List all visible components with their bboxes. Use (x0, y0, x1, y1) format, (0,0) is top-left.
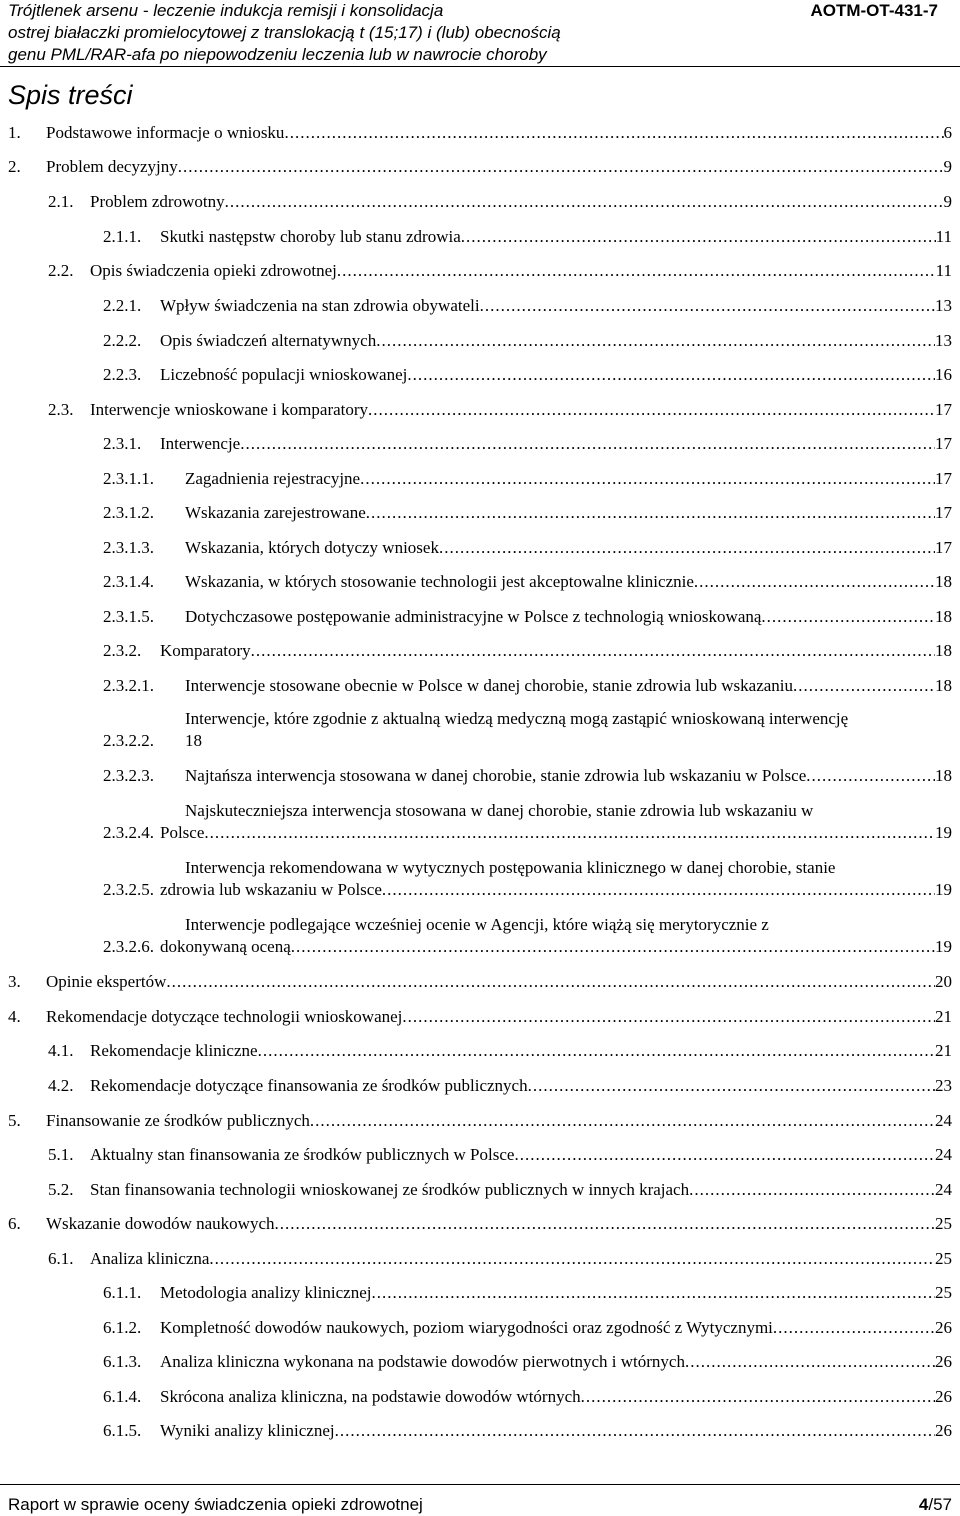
toc-dot-leader (360, 468, 935, 490)
page-number (919, 1494, 952, 1516)
toc-entry-number: 6.1.1. (103, 1283, 142, 1302)
title-line-1: Trójtlenek arsenu - leczenie indukcja remisji i konsolidacja (8, 1, 444, 20)
document-code: AOTM-OT-431-7 (810, 1, 938, 20)
toc-entry-page: 17 (935, 503, 952, 522)
toc-entry[interactable] (103, 1317, 952, 1339)
toc-entry-page: 21 (935, 1007, 952, 1026)
toc-dot-leader (761, 606, 935, 628)
toc-entry[interactable] (48, 1075, 952, 1097)
toc-entry-page: 11 (935, 261, 952, 280)
toc-entry-number: 2.2. (48, 261, 74, 280)
toc-dot-leader (685, 1351, 935, 1373)
toc-entry-page: 17 (935, 469, 952, 488)
toc-entry-page: 18 (935, 676, 952, 695)
toc-entry-page: 18 (935, 766, 952, 785)
page-total: /57 (928, 1495, 952, 1514)
toc-entry-page: 18 (935, 572, 952, 591)
toc-entry[interactable] (103, 1351, 952, 1373)
toc-entry-number: 6. (8, 1214, 21, 1233)
toc-entry-title: Wskazania, w których stosowanie technologii jest akceptowalne klinicznie (185, 572, 694, 591)
toc-entry-title: Analiza kliniczna (90, 1249, 210, 1268)
toc-entry[interactable] (48, 399, 952, 421)
toc-dot-leader (773, 1317, 935, 1339)
toc-entry-number: 3. (8, 972, 21, 991)
toc-entry-number: 2.3.2.6. (103, 937, 154, 956)
toc-entry-title: Opis świadczenia opieki zdrowotnej (90, 261, 337, 280)
toc-entry[interactable] (48, 1248, 952, 1270)
toc-dot-leader (209, 1248, 935, 1270)
toc-entry-page: 20 (935, 972, 952, 991)
page-current: 4 (918, 1495, 929, 1514)
toc-entry-page: 24 (935, 1145, 952, 1164)
toc-entry-page: 25 (935, 1214, 952, 1233)
toc-dot-leader (407, 364, 935, 386)
toc-entry[interactable] (103, 330, 952, 352)
toc-entry[interactable] (103, 295, 952, 317)
toc-entry-number: 2.3.1.4. (103, 572, 154, 591)
toc-entry-page: 26 (935, 1352, 952, 1371)
toc-dot-leader (514, 1144, 935, 1166)
toc-entry[interactable] (48, 1040, 952, 1062)
toc-entry-title: Aktualny stan finansowania ze środków publicznych w Polsce (90, 1145, 515, 1164)
toc-dot-leader (793, 675, 935, 697)
toc-entry-title: Wskazania zarejestrowane (185, 503, 366, 522)
toc-entry[interactable] (103, 857, 952, 901)
toc-entry-number: 4. (8, 1007, 21, 1026)
toc-entry-number: 5.1. (48, 1145, 74, 1164)
toc-entry-title: Skutki następstw choroby lub stanu zdrowia (160, 227, 461, 246)
toc-entry-page: 19 (935, 937, 952, 956)
toc-dot-leader (461, 226, 936, 248)
toc-entry[interactable] (103, 226, 952, 248)
title-line-2: ostrej białaczki promielocytowej z translokacją t (15;17) i (lub) obecnością (8, 23, 561, 42)
toc-entry-number: 2.3.1. (103, 434, 142, 453)
toc-entry[interactable] (8, 1213, 952, 1235)
toc-entry-number: 2.3.1.1. (103, 469, 154, 488)
toc-dot-leader (439, 537, 935, 559)
toc-entry-number: 2.3. (48, 400, 74, 419)
toc-dot-leader (258, 1040, 935, 1062)
toc-entry-title: Zagadnienia rejestracyjne (185, 469, 361, 488)
toc-entry-title: Interwencje (160, 434, 241, 453)
toc-entry-title: Interwencja rekomendowana w wytycznych postępowania klinicznego w danej chorobie, stanie (185, 858, 836, 877)
toc-entry-number: 2.3.2.2. (103, 731, 154, 750)
toc-entry[interactable] (103, 364, 952, 386)
toc-entry-number: 2.2.1. (103, 296, 142, 315)
toc-entry-page: 23 (935, 1076, 952, 1095)
toc-entry-number: 2.1.1. (103, 227, 142, 246)
toc-dot-leader (806, 765, 935, 787)
toc-entry[interactable] (103, 571, 952, 593)
toc-entry-page: 26 (935, 1387, 952, 1406)
toc-dot-leader (372, 1282, 936, 1304)
toc-entry-page: 13 (935, 296, 952, 315)
toc-entry[interactable] (8, 1006, 952, 1028)
toc-entry-page: 18 (935, 641, 952, 660)
toc-dot-leader (225, 191, 944, 213)
toc-entry-number: 2. (8, 157, 21, 176)
toc-dot-leader (204, 822, 935, 844)
toc-entry[interactable] (103, 1420, 952, 1442)
toc-entry-title: Problem decyzyjny (46, 157, 178, 176)
toc-entry-number: 5. (8, 1111, 21, 1130)
toc-entry-page: 18 (185, 731, 202, 750)
toc-dot-leader (689, 1179, 935, 1201)
toc-dot-leader (694, 571, 935, 593)
toc-entry-number: 6.1. (48, 1249, 74, 1268)
toc-entry-page: 17 (935, 400, 952, 419)
toc-entry-number: 2.1. (48, 192, 74, 211)
toc-entry-page: 24 (935, 1180, 952, 1199)
toc-entry[interactable] (103, 708, 952, 752)
toc-entry-title: Komparatory (160, 641, 251, 660)
toc-entry-title: Wskazania, których dotyczy wniosek (185, 538, 439, 557)
toc-entry-number: 4.2. (48, 1076, 74, 1095)
toc-dot-leader (240, 433, 935, 455)
toc-dot-leader (402, 1006, 935, 1028)
toc-dot-leader (581, 1386, 935, 1408)
toc-entry-page: 9 (943, 157, 952, 176)
toc-entry-title: Kompletność dowodów naukowych, poziom wiarygodności oraz zgodność z Wytycznymi (160, 1318, 773, 1337)
toc-entry-title: Rekomendacje dotyczące finansowania ze środków publicznych (90, 1076, 528, 1095)
toc-dot-leader (291, 936, 935, 958)
toc-entry-number: 2.2.3. (103, 365, 142, 384)
toc-entry-page: 25 (935, 1283, 952, 1302)
toc-entry[interactable] (103, 606, 952, 628)
toc-entry-title: Stan finansowania technologii wnioskowanej ze środków publicznych w innych krajach (90, 1180, 690, 1199)
toc-entry[interactable] (8, 122, 952, 144)
toc-entry-number: 2.3.1.2. (103, 503, 154, 522)
toc-entry-number: 2.3.2.1. (103, 676, 154, 695)
toc-entry-title: dokonywaną oceną (160, 937, 291, 956)
toc-entry[interactable] (8, 971, 952, 993)
toc-entry-number: 4.1. (48, 1041, 74, 1060)
toc-entry-page: 17 (935, 538, 952, 557)
toc-entry-page: 13 (935, 331, 952, 350)
toc-entry-title: Wskazanie dowodów naukowych (46, 1214, 275, 1233)
footer-divider (0, 1484, 960, 1485)
toc-dot-leader (284, 122, 943, 144)
toc-entry-number: 2.3.2. (103, 641, 142, 660)
toc-entry-number: 6.1.4. (103, 1387, 142, 1406)
toc-entry-page: 26 (935, 1318, 952, 1337)
toc-entry-page: 21 (935, 1041, 952, 1060)
toc-entry[interactable] (103, 433, 952, 455)
toc-entry-page: 9 (943, 192, 952, 211)
toc-entry-title: Opinie ekspertów (46, 972, 167, 991)
toc-entry-page: 19 (935, 823, 952, 842)
toc-heading: Spis treści (8, 80, 133, 110)
toc-dot-leader (480, 295, 935, 317)
toc-entry-title: Liczebność populacji wnioskowanej (160, 365, 408, 384)
toc-dot-leader (382, 879, 935, 901)
toc-dot-leader (166, 971, 935, 993)
toc-dot-leader (376, 330, 935, 352)
toc-dot-leader (337, 260, 936, 282)
toc-entry[interactable] (103, 468, 952, 490)
toc-entry-number: 1. (8, 123, 21, 142)
toc-entry-title: Interwencje podlegające wcześniej ocenie w Agencji, które wiążą się merytorycznie z (185, 915, 769, 934)
toc-entry[interactable] (48, 191, 952, 213)
toc-entry-page: 19 (935, 880, 952, 899)
toc-entry-title: Podstawowe informacje o wniosku (46, 123, 285, 142)
toc-entry[interactable] (103, 800, 952, 844)
toc-entry-title: Skrócona analiza kliniczna, na podstawie dowodów wtórnych (160, 1387, 581, 1406)
toc-entry[interactable] (103, 502, 952, 524)
toc-entry-page: 17 (935, 434, 952, 453)
toc-entry-number: 2.3.2.5. (103, 880, 154, 899)
toc-entry-number: 2.3.2.4. (103, 823, 154, 842)
toc-entry[interactable] (103, 765, 952, 787)
toc-entry-page: 11 (935, 227, 952, 246)
toc-entry-title: Rekomendacje dotyczące technologii wnioskowanej (46, 1007, 403, 1026)
toc-entry-title: Polsce (160, 823, 205, 842)
toc-entry-title: Metodologia analizy klinicznej (160, 1283, 372, 1302)
title-line-3: genu PML/RAR-afa po niepowodzeniu leczenia lub w nawrocie choroby (8, 45, 547, 64)
toc-entry[interactable] (48, 1144, 952, 1166)
toc-entry-page: 24 (935, 1111, 952, 1130)
toc-entry-number: 6.1.2. (103, 1318, 142, 1337)
toc-entry-page: 25 (935, 1249, 952, 1268)
toc-dot-leader (275, 1213, 936, 1235)
toc-entry-page: 26 (935, 1421, 952, 1440)
toc-dot-leader (366, 502, 935, 524)
toc-dot-leader (368, 399, 935, 421)
toc-entry-title: Interwencje wnioskowane i komparatory (90, 400, 369, 419)
toc-entry-number: 5.2. (48, 1180, 74, 1199)
toc-dot-leader (178, 156, 944, 178)
toc-entry-title: Opis świadczeń alternatywnych (160, 331, 377, 350)
toc-dot-leader (251, 640, 935, 662)
toc-entry-number: 2.3.1.3. (103, 538, 154, 557)
toc-entry[interactable] (103, 640, 952, 662)
toc-entry[interactable] (103, 1386, 952, 1408)
toc-entry[interactable] (103, 1282, 952, 1304)
toc-entry-number: 6.1.3. (103, 1352, 142, 1371)
toc-entry-title: Interwencje stosowane obecnie w Polsce w danej chorobie, stanie zdrowia lub wskazaniu (185, 676, 794, 695)
toc-entry-title: Analiza kliniczna wykonana na podstawie dowodów pierwotnych i wtórnych (160, 1352, 685, 1371)
toc-entry[interactable] (103, 675, 952, 697)
toc-entry-title: Wpływ świadczenia na stan zdrowia obywateli (160, 296, 480, 315)
toc-entry-title: Dotychczasowe postępowanie administracyjne w Polsce z technologią wnioskowaną (185, 607, 762, 626)
toc-entry[interactable] (48, 260, 952, 282)
toc-entry-title: Interwencje, które zgodnie z aktualną wiedzą medyczną mogą zastąpić wnioskowaną interwencję (185, 709, 849, 728)
toc-entry-number: 6.1.5. (103, 1421, 142, 1440)
toc-dot-leader (335, 1420, 935, 1442)
footer-report-title: Raport w sprawie oceny świadczenia opieki zdrowotnej (8, 1495, 423, 1514)
toc-entry[interactable] (8, 156, 952, 178)
toc-entry[interactable] (103, 537, 952, 559)
toc-entry[interactable] (103, 914, 952, 958)
toc-entry[interactable] (8, 1110, 952, 1132)
toc-entry-page: 6 (943, 123, 952, 142)
toc-entry[interactable] (48, 1179, 952, 1201)
toc-dot-leader (528, 1075, 935, 1097)
toc-entry-title: zdrowia lub wskazaniu w Polsce (160, 880, 382, 899)
toc-entry-title: Wyniki analizy klinicznej (160, 1421, 335, 1440)
toc-entry-number: 2.3.2.3. (103, 766, 154, 785)
toc-entry-title: Finansowanie ze środków publicznych (46, 1111, 310, 1130)
toc-entry-title: Rekomendacje kliniczne (90, 1041, 258, 1060)
toc-entry-page: 16 (935, 365, 952, 384)
toc-entry-number: 2.3.1.5. (103, 607, 154, 626)
toc-entry-title: Najtańsza interwencja stosowana w danej chorobie, stanie zdrowia lub wskazaniu w Polsce (185, 766, 807, 785)
toc-entry-page: 18 (935, 607, 952, 626)
toc-entry-title: Najskuteczniejsza interwencja stosowana w danej chorobie, stanie zdrowia lub wskazaniu w (185, 801, 814, 820)
toc-entry-number: 2.2.2. (103, 331, 142, 350)
toc-entry-title: Problem zdrowotny (90, 192, 225, 211)
toc-dot-leader (310, 1110, 935, 1132)
